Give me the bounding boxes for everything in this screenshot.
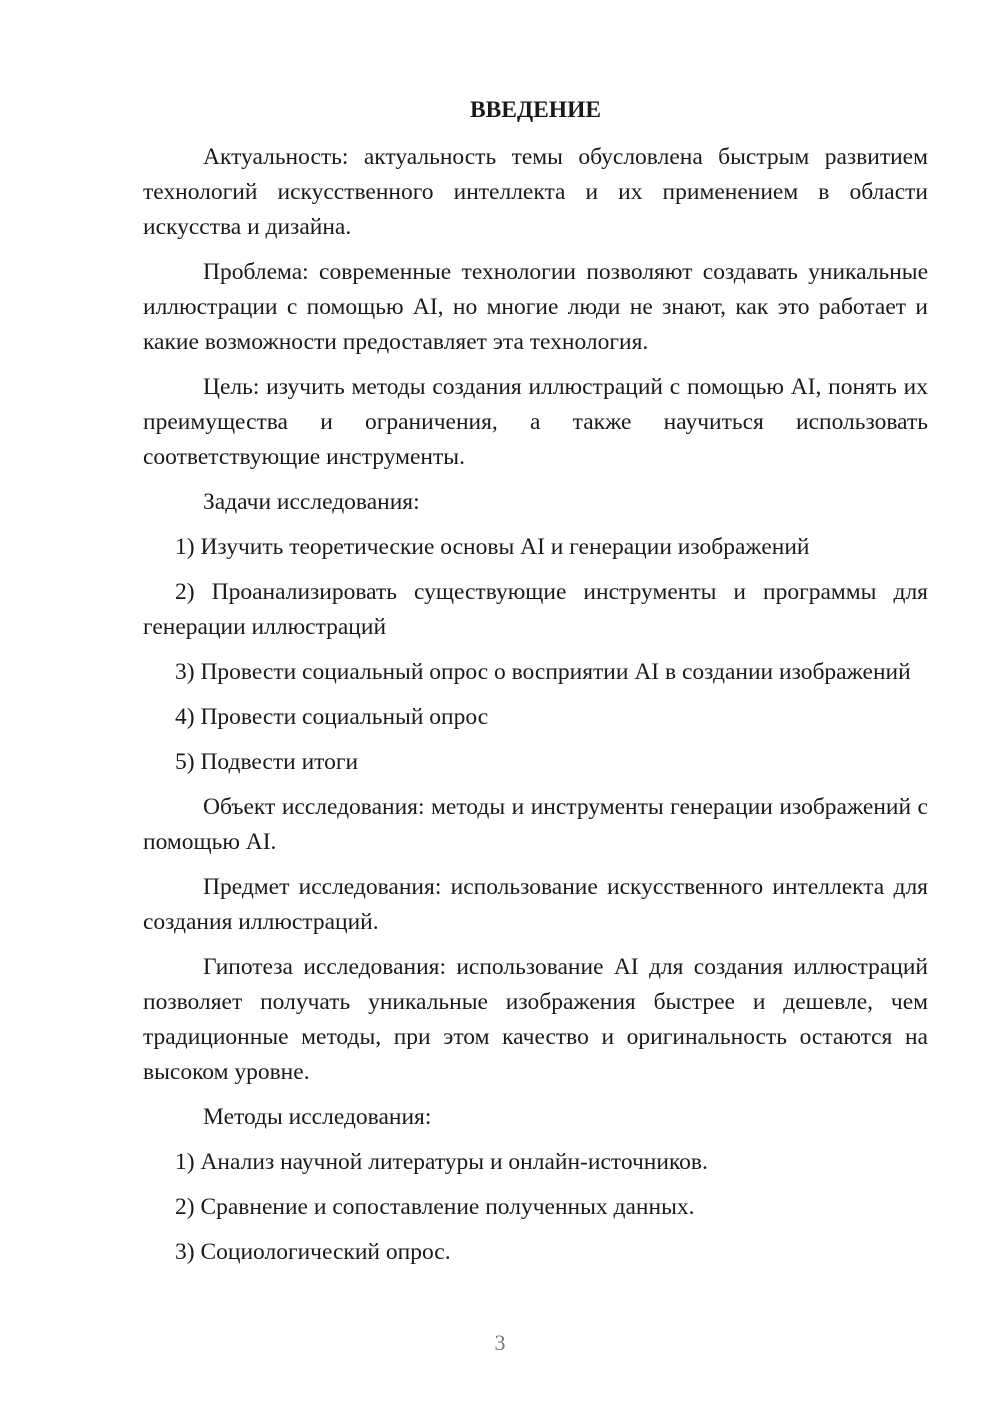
hypothesis-paragraph: Гипотеза исследования: использование AI для создания иллюстраций позволяет получать уникальные изображения быстрее и дешевле, чем традиционные методы, при этом качество и оригинальность остаются на высоком уровне. (143, 954, 928, 1085)
task-item-2: 2) Проанализировать существующие инструменты и программы для генерации иллюстраций (143, 579, 928, 640)
method-item-1: 1) Анализ научной литературы и онлайн-источников. (175, 1149, 708, 1175)
task-item-4: 4) Провести социальный опрос (175, 704, 489, 730)
relevance-paragraph: Актуальность: актуальность темы обусловлена быстрым развитием технологий искусственного интеллекта и их применением в области искусства и дизайна. (143, 144, 928, 240)
task-item-3: 3) Провести социальный опрос о восприятии AI в создании изображений (175, 659, 911, 685)
goal-paragraph: Цель: изучить методы создания иллюстраций с помощью AI, понять их преимущества и ограничения, а также научиться использовать соответствующие инструменты. (143, 374, 928, 470)
subject-paragraph: Предмет исследования: использование искусственного интеллекта для создания иллюстраций. (143, 874, 928, 935)
task-item-5: 5) Подвести итоги (175, 749, 359, 775)
method-item-3: 3) Социологический опрос. (175, 1239, 451, 1265)
tasks-heading: Задачи исследования: (203, 489, 420, 515)
problem-paragraph: Проблема: современные технологии позволяют создавать уникальные иллюстрации с помощью AI, но многие люди не знают, как это работает и какие возможности предоставляет эта технология. (143, 259, 928, 355)
task-item-1: 1) Изучить теоретические основы AI и генерации изображений (175, 534, 810, 560)
object-paragraph: Объект исследования: методы и инструменты генерации изображений с помощью AI. (143, 794, 928, 855)
page-number: 3 (494, 1330, 506, 1355)
document-page (143, 90, 928, 1280)
methods-heading: Методы исследования: (203, 1104, 432, 1130)
section-title: ВВЕДЕНИЕ (469, 97, 602, 123)
method-item-2: 2) Сравнение и сопоставление полученных данных. (175, 1194, 695, 1220)
